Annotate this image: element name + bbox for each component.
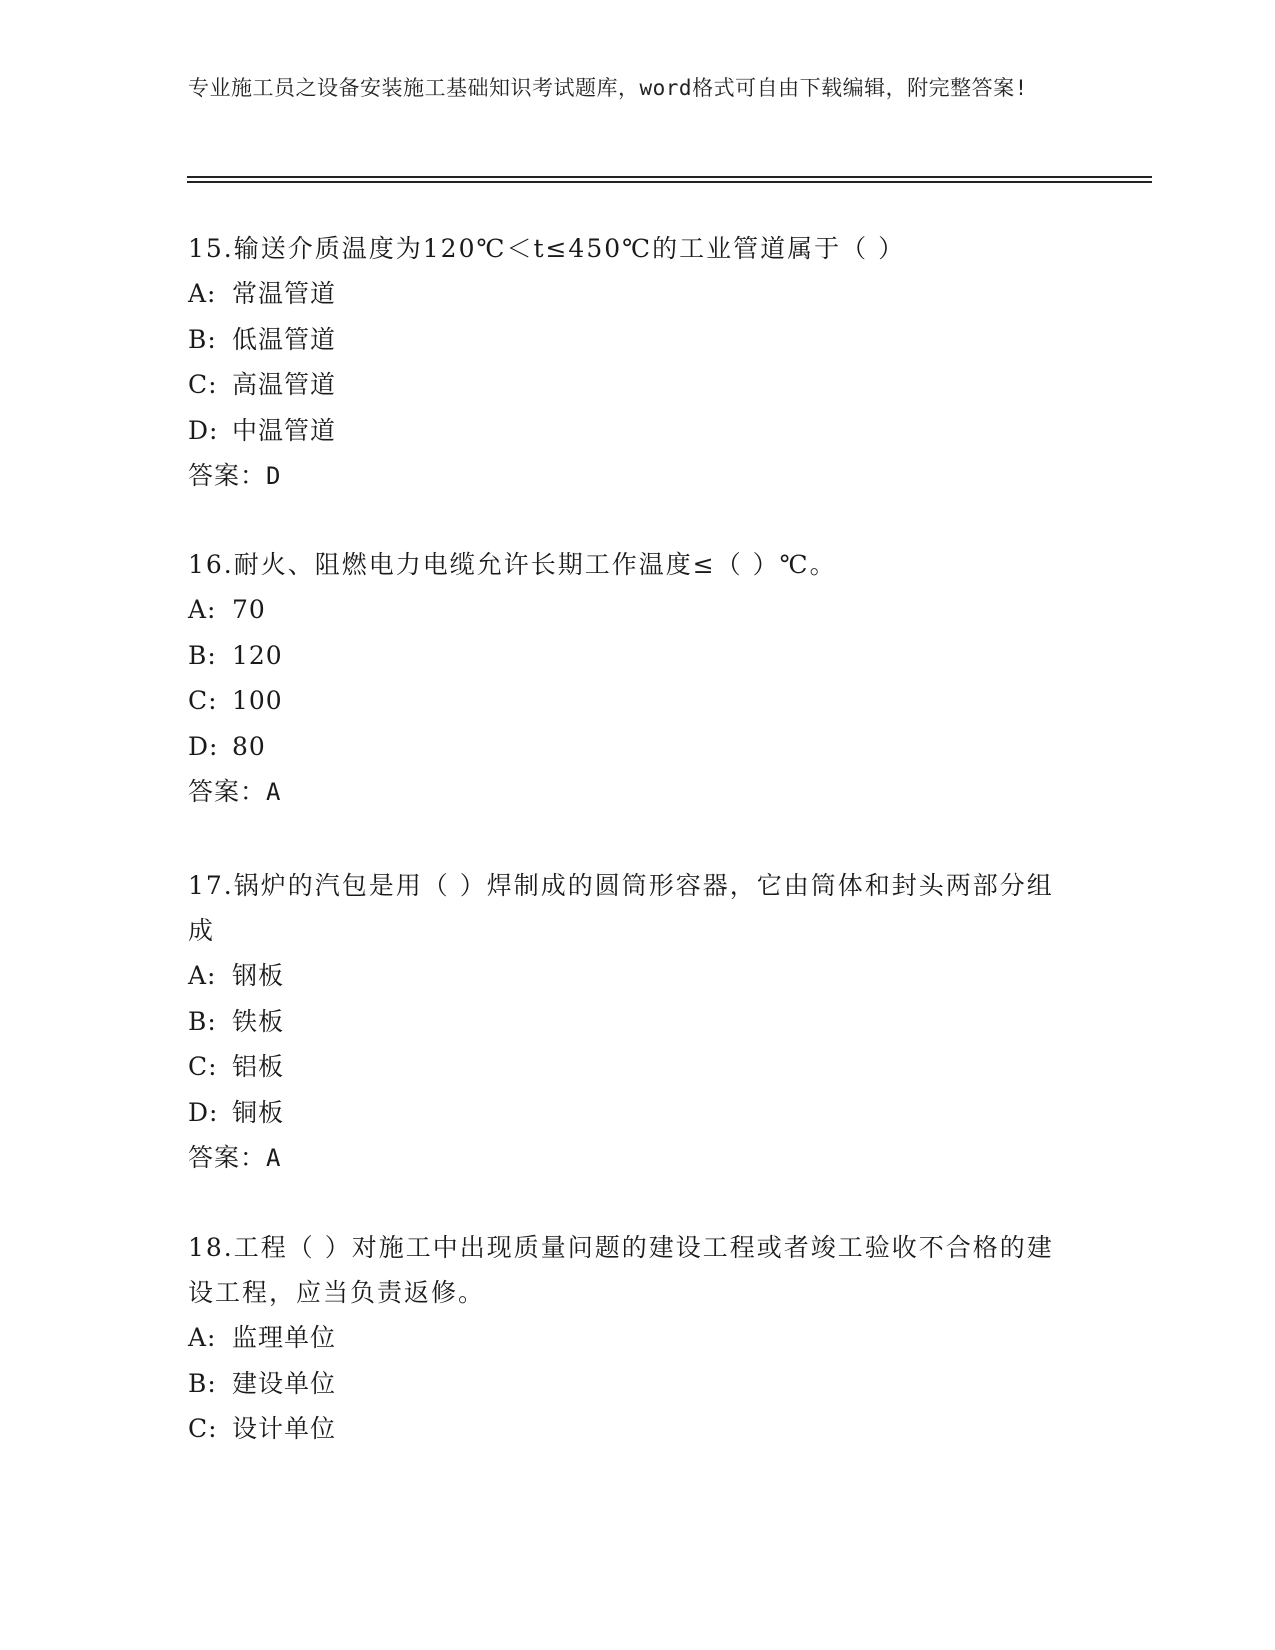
- option-key: B:: [188, 324, 217, 354]
- option-key: D:: [188, 415, 219, 445]
- option-text: 常温管道: [232, 279, 337, 308]
- question-18: [188, 1225, 1068, 1452]
- option-text: 铁板: [232, 1006, 285, 1036]
- option-key: C:: [188, 1052, 218, 1081]
- option-key: B:: [188, 1006, 217, 1036]
- answer-label: 答案：: [188, 461, 267, 490]
- option-key: A:: [188, 595, 217, 624]
- option-d: [188, 1090, 1068, 1136]
- option-c: [188, 1406, 1068, 1452]
- answer-line: [188, 769, 1068, 815]
- option-key: B:: [188, 640, 217, 670]
- option-d: [188, 724, 1068, 770]
- option-c: [188, 678, 1068, 724]
- option-key: B:: [188, 1368, 217, 1398]
- option-key: C:: [188, 370, 218, 399]
- answer-line: [188, 453, 1068, 499]
- option-b: [188, 999, 1068, 1045]
- option-text: 低温管道: [232, 324, 337, 354]
- answer-value: A: [266, 778, 282, 806]
- option-text: 70: [232, 595, 266, 624]
- option-text: 钢板: [232, 961, 285, 990]
- answer-label: 答案：: [188, 1143, 267, 1172]
- option-text: 100: [232, 686, 283, 715]
- answer-value: A: [266, 1144, 282, 1172]
- header-divider-top: [187, 176, 1152, 178]
- document-intro: 专业施工员之设备安装施工基础知识考试题库，word格式可自由下载编辑，附完整答案!: [188, 76, 1028, 100]
- question-16: [188, 542, 1068, 815]
- question-stem: 16.耐火、阻燃电力电缆允许长期工作温度≤（ ）℃。: [188, 550, 837, 579]
- option-b: [188, 633, 1068, 679]
- option-b: [188, 1361, 1068, 1407]
- option-c: [188, 362, 1068, 408]
- question-15: [188, 226, 1068, 499]
- option-a: [188, 1315, 1068, 1361]
- option-a: [188, 271, 1068, 317]
- option-text: 80: [232, 731, 266, 761]
- option-text: 铝板: [232, 1052, 285, 1081]
- option-key: C:: [188, 1414, 218, 1443]
- header-divider-bottom: [187, 181, 1152, 183]
- option-text: 建设单位: [232, 1368, 337, 1398]
- option-c: [188, 1044, 1068, 1090]
- option-text: 铜板: [232, 1097, 285, 1127]
- option-key: A:: [188, 961, 217, 990]
- answer-value: D: [266, 462, 282, 490]
- question-17: [188, 863, 1068, 1181]
- option-key: A:: [188, 1323, 217, 1352]
- option-a: [188, 953, 1068, 999]
- option-key: D:: [188, 731, 219, 761]
- question-stem: 17.锅炉的汽包是用（ ）焊制成的圆筒形容器，它由筒体和封头两部分组成: [188, 871, 1054, 945]
- option-a: [188, 587, 1068, 633]
- option-text: 中温管道: [232, 415, 337, 445]
- option-text: 120: [232, 640, 283, 670]
- answer-label: 答案：: [188, 777, 267, 806]
- question-stem: 18.工程（ ）对施工中出现质量问题的建设工程或者竣工验收不合格的建设工程，应当负责返修。: [188, 1233, 1054, 1307]
- answer-line: [188, 1135, 1068, 1181]
- option-text: 设计单位: [232, 1414, 337, 1443]
- option-key: A:: [188, 279, 217, 308]
- option-key: D:: [188, 1097, 219, 1127]
- option-text: 监理单位: [232, 1323, 337, 1352]
- option-b: [188, 317, 1068, 363]
- option-key: C:: [188, 686, 218, 715]
- option-text: 高温管道: [232, 370, 337, 399]
- question-stem: 15.输送介质温度为120℃＜t≤450℃的工业管道属于（ ）: [188, 234, 906, 263]
- option-d: [188, 408, 1068, 454]
